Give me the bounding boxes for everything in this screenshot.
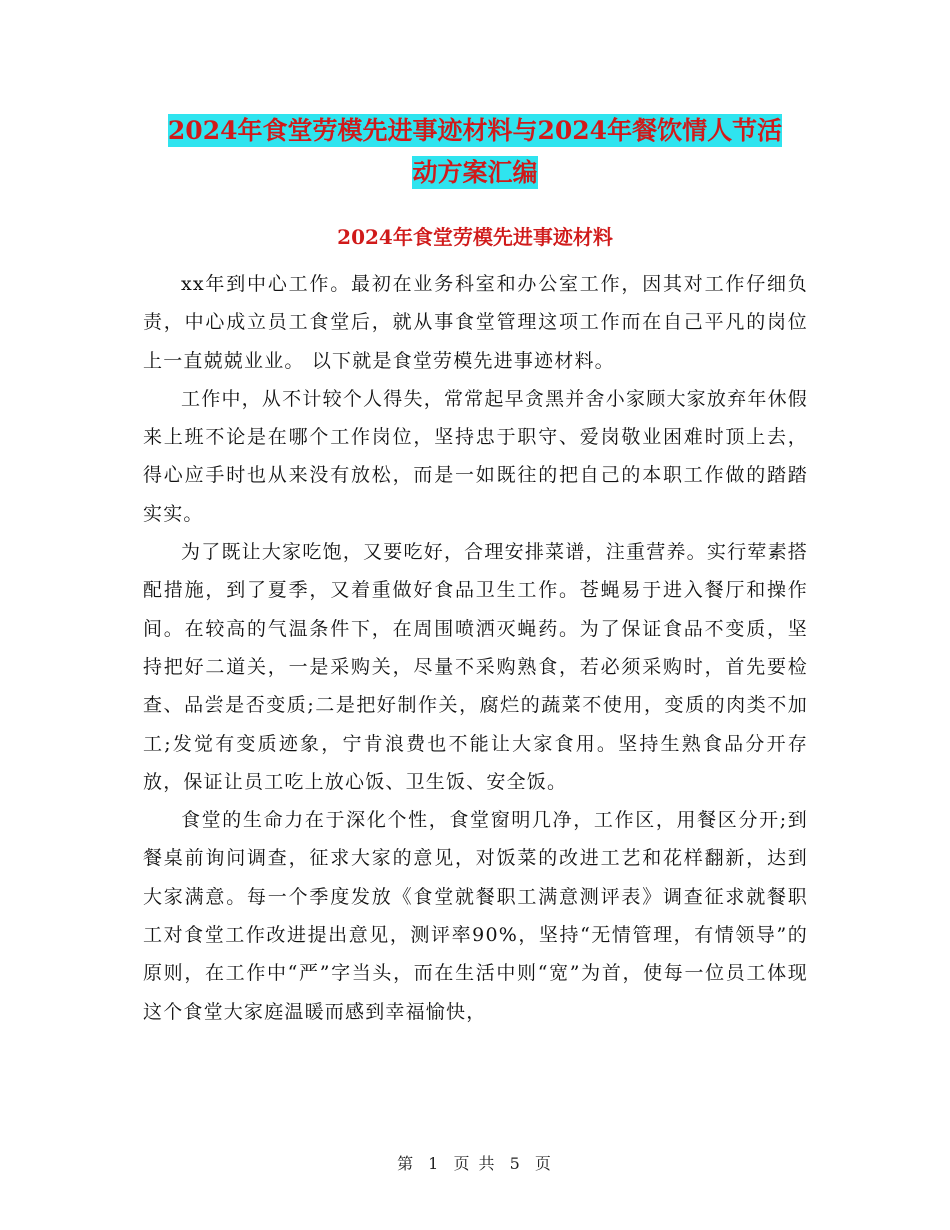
footer-middle: 页 共 — [453, 1154, 497, 1173]
body-paragraph-4: 食堂的生命力在于深化个性，食堂窗明几净，工作区，用餐区分开;到餐桌前询问调查，征求大家的意见，对饭菜的改进工艺和花样翻新，达到大家满意。每一个季度发放《食堂就餐职工满意测评表》调查征求就餐职工对食堂工作改进提出意见，测评率90%，坚持“无情管理，有情领导”的原则，在工作中“严”字当头，而在生活中则“宽”为首，使每一位员工体现这个食堂大家庭温暖而感到幸福愉快， — [143, 809, 808, 1023]
footer-total-pages: 5 — [509, 1154, 522, 1173]
document-title-line-2 — [0, 157, 950, 189]
body-paragraph-2: 工作中，从不计较个人得失，常常起早贪黑并舍小家顾大家放弃年休假来上班不论是在哪个工作岗位，坚持忠于职守、爱岗敬业困难时顶上去，得心应手时也从来没有放松，而是一如既往的把自己的本职工作做的踏踏实实。 — [143, 387, 808, 525]
body-paragraph-3: 为了既让大家吃饱，又要吃好，合理安排菜谱，注重营养。实行荤素搭配措施，到了夏季，又着重做好食品卫生工作。苍蝇易于进入餐厅和操作间。在较高的气温条件下，在周围喷洒灭蝇药。为了保证食品不变质，坚持把好二道关，一是采购关，尽量不采购熟食，若必须采购时，首先要检查、品尝是否变质;二是把好制作关，腐烂的蔬菜不使用，变质的肉类不加工;发觉有变质迹象，宁肯浪费也不能让大家食用。坚持生熟食品分开存放，保证让员工吃上放心饭、卫生饭、安全饭。 — [143, 541, 808, 793]
body-paragraph-1: xx年到中心工作。最初在业务科室和办公室工作，因其对工作仔细负责，中心成立员工食堂后，就从事食堂管理这项工作而在自己平凡的岗位上一直兢兢业业。 以下就是食堂劳模先进事迹材料。 — [143, 273, 808, 372]
page-footer — [0, 1153, 950, 1175]
document-title-line-1 — [0, 115, 950, 147]
footer-suffix: 页 — [534, 1154, 553, 1173]
document-title-text-2: 动方案汇编 — [412, 158, 538, 187]
document-body — [143, 265, 808, 1031]
footer-page-number: 1 — [428, 1154, 441, 1173]
section-title: 2024年食堂劳模先进事迹材料 — [337, 225, 613, 249]
document-title-text-1: 2024年食堂劳模先进事迹材料与2024年餐饮情人节活 — [167, 116, 783, 145]
footer-prefix: 第 — [397, 1154, 416, 1173]
